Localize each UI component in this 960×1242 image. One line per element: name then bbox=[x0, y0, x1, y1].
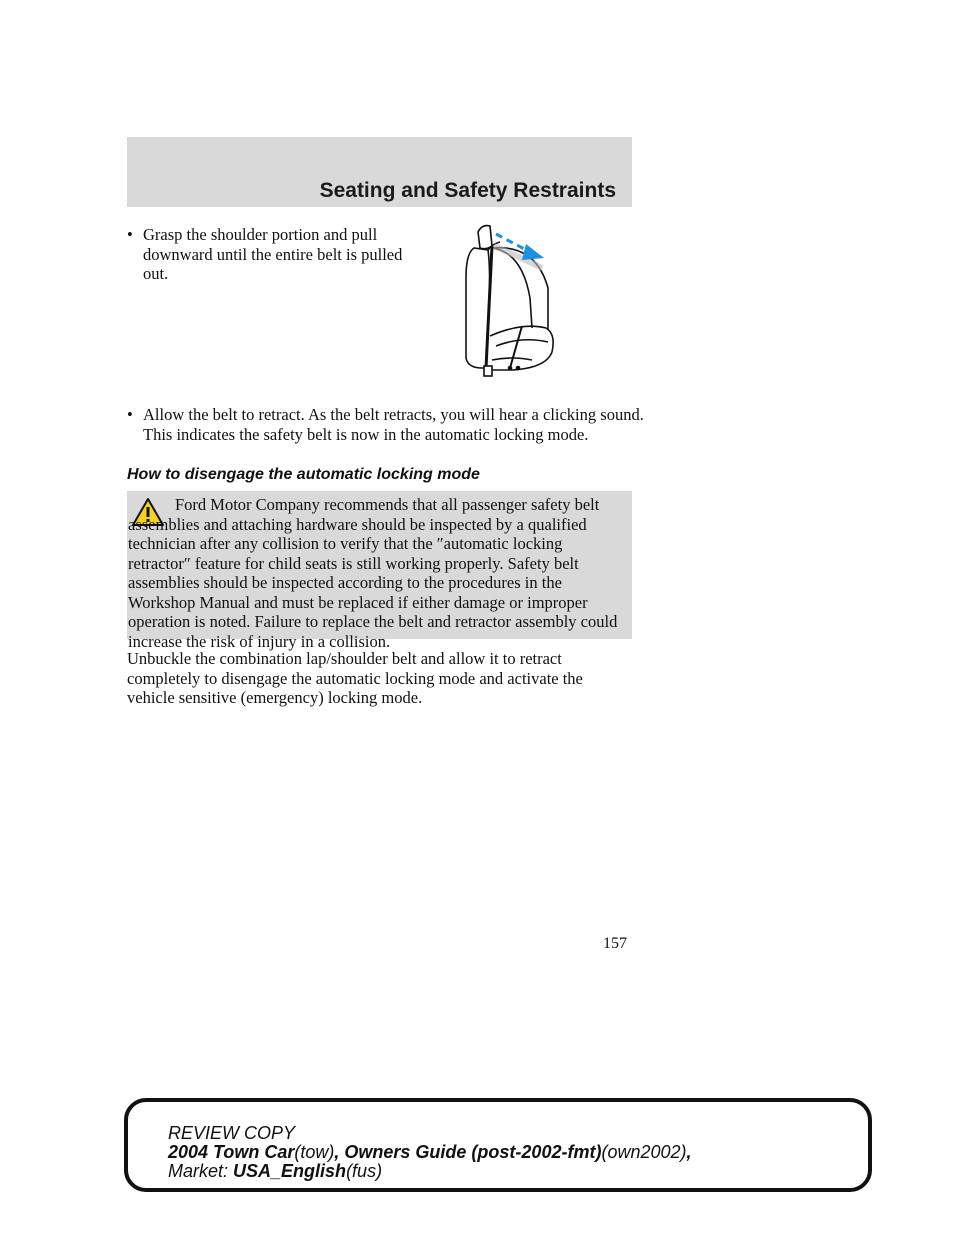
review-footer bbox=[124, 1098, 872, 1192]
bullet-glyph: • bbox=[127, 405, 133, 424]
guide-name: Owners Guide (post-2002-fmt) bbox=[344, 1142, 602, 1162]
model-code: (tow) bbox=[294, 1142, 335, 1162]
headrest bbox=[478, 226, 492, 249]
bullet-item bbox=[127, 225, 423, 284]
market-code: (fus) bbox=[346, 1161, 383, 1181]
section-title: Seating and Safety Restraints bbox=[319, 179, 616, 202]
body-paragraph: Unbuckle the combination lap/shoulder belt and allow it to retract completely to disengage the automatic locking mode and activate the vehicle sensitive (emergency) locking mode. bbox=[127, 649, 583, 707]
section-header bbox=[127, 137, 632, 207]
separator: , bbox=[334, 1142, 345, 1162]
seat-belt-illustration bbox=[452, 218, 562, 388]
market-value: USA_English bbox=[233, 1161, 347, 1181]
separator: , bbox=[686, 1142, 692, 1162]
warning-text: Ford Motor Company recommends that all passenger safety belt assemblies and attaching hardware should be inspected by a qualified technician after any collision to verify that the ″automatic locking retractor″ feature for child seats is still working properly. Safety belt assemblies should be inspected according to the procedures in the Workshop Manual and must be replaced if either damage or improper operation is noted. Failure to replace the belt and retractor assembly could increase the risk of injury in a collision. bbox=[128, 495, 618, 651]
guide-code: (own2002) bbox=[601, 1142, 687, 1162]
page-number: 157 bbox=[603, 935, 627, 952]
bullet-item bbox=[127, 405, 648, 444]
model-name: 2004 Town Car bbox=[168, 1142, 295, 1162]
seat-cushion bbox=[490, 326, 553, 370]
subheading: How to disengage the automatic locking mode bbox=[127, 466, 480, 483]
warning-box bbox=[127, 491, 632, 651]
footer-text bbox=[168, 1124, 692, 1181]
review-label: REVIEW COPY bbox=[168, 1123, 296, 1143]
bullet-text: Grasp the shoulder portion and pull downward until the entire belt is pulled out. bbox=[143, 225, 403, 283]
market-label: Market: bbox=[168, 1161, 229, 1181]
bullet-glyph: • bbox=[127, 225, 133, 244]
bullet-text: Allow the belt to retract. As the belt retracts, you will hear a clicking sound. This indicates the safety belt is now in the automatic locking mode. bbox=[143, 405, 644, 444]
